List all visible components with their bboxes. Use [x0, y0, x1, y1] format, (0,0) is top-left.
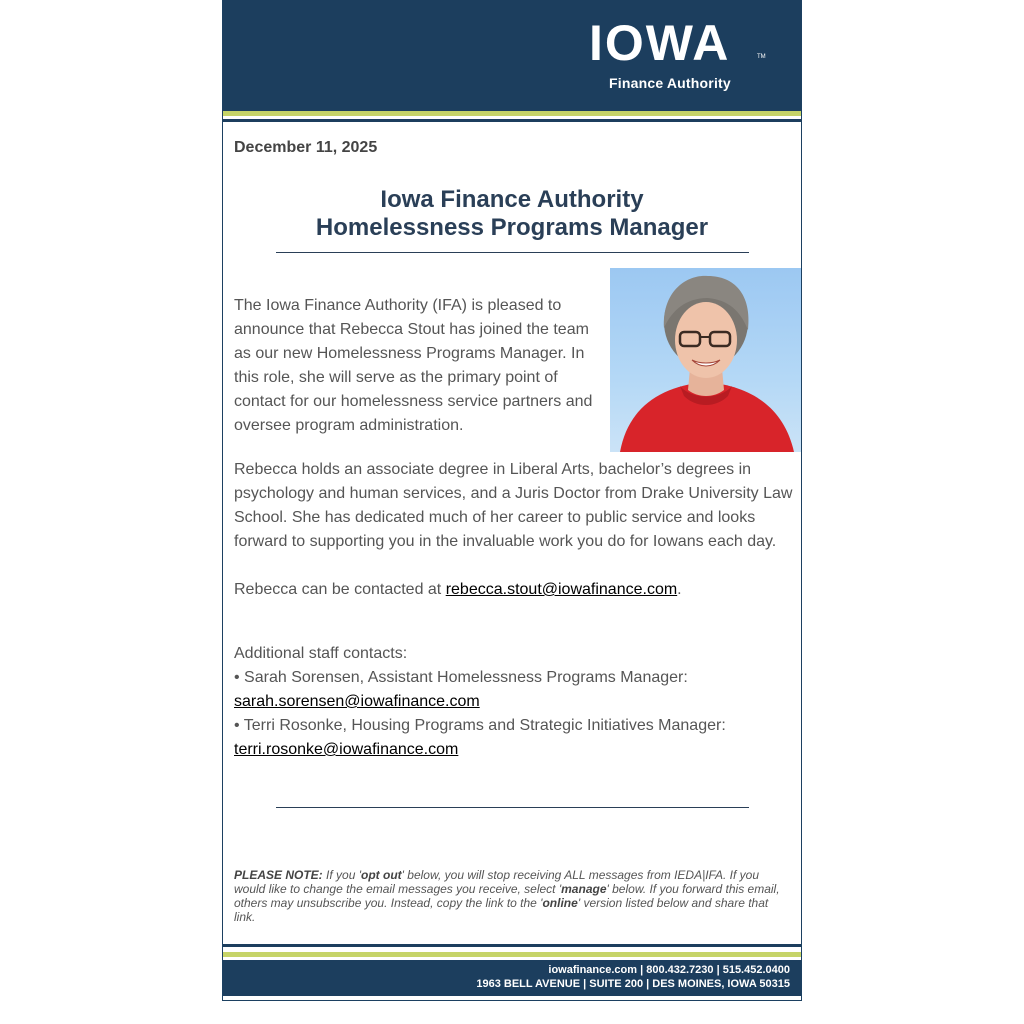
intro-paragraph: The Iowa Finance Authority (IFA) is pleased to announce that Rebecca Stout has joined the team as our new Homelessness Programs Manager. In this role, she will serve as the primary point of contact for our homelessness service partners and oversee program administration. [234, 297, 593, 434]
title-line-2: Homelessness Programs Manager [315, 214, 709, 241]
please-note [234, 868, 790, 924]
rebecca-stout-photo [610, 268, 801, 452]
note-text: ' below, you will stop receiving ALL messages from IEDA|IFA. If you would like to change the email messages you receive, select ' [234, 868, 759, 896]
bio-paragraph: Rebecca holds an associate degree in Liberal Arts, bachelor’s degrees in psychology and human services, and a Juris Doctor from Drake University Law School. She has dedicated much of her career to public service and looks forward to supporting you in the invaluable work you do for Iowans each day. [234, 461, 793, 550]
rebecca-email-link[interactable]: rebecca.stout@iowafinance.com [445, 581, 678, 598]
contact-item-text: • Terri Rosonke, Housing Programs and Strategic Initiatives Manager: [234, 717, 726, 734]
contact-prefix: Rebecca can be contacted at [234, 581, 446, 598]
iowa-finance-logo[interactable] [589, 15, 769, 98]
contacts-heading: Additional staff contacts: [234, 645, 408, 662]
header-navy-stripe [223, 119, 801, 122]
footer-contact-line: iowafinance.com | 800.432.7230 | 515.452.0400 [548, 964, 790, 976]
note-text: If you ' [322, 868, 361, 882]
note-text: ' below. If you forward this email, others may unsubscribe you. Instead, copy the link to the ' [234, 882, 780, 910]
logo-trademark: TM [757, 54, 766, 60]
portrait-illustration [610, 268, 801, 452]
header-banner [223, 0, 801, 111]
title-line-1: Iowa Finance Authority [380, 186, 644, 213]
contact-item-text: • Sarah Sorensen, Assistant Homelessness Programs Manager: [234, 669, 688, 686]
logo-word: IOWA [589, 15, 731, 71]
footer-green-stripe [223, 952, 801, 957]
note-online: online [542, 896, 578, 910]
footer-navy-stripe [223, 944, 801, 947]
terri-email-link[interactable]: terri.rosonke@iowafinance.com [234, 741, 459, 758]
logo-subtitle: Finance Authority [609, 75, 731, 91]
email-title [223, 186, 801, 242]
header-green-stripe [223, 111, 801, 116]
sarah-email-link[interactable]: sarah.sorensen@iowafinance.com [234, 693, 480, 710]
title-divider [276, 252, 749, 253]
contact-paragraph [234, 578, 794, 602]
email-container [222, 0, 802, 1001]
note-label: PLEASE NOTE: [234, 868, 323, 882]
note-opt-out: opt out [361, 868, 402, 882]
contact-suffix: . [677, 581, 682, 598]
body-divider [276, 807, 749, 808]
footer-banner [223, 960, 801, 996]
footer-address-line: 1963 BELL AVENUE | SUITE 200 | DES MOINES, IOWA 50315 [476, 978, 790, 990]
note-text: ' version listed below and share that link. [234, 896, 769, 924]
email-date: December 11, 2025 [234, 139, 378, 156]
staff-contacts [234, 642, 794, 762]
note-manage: manage [561, 882, 607, 896]
